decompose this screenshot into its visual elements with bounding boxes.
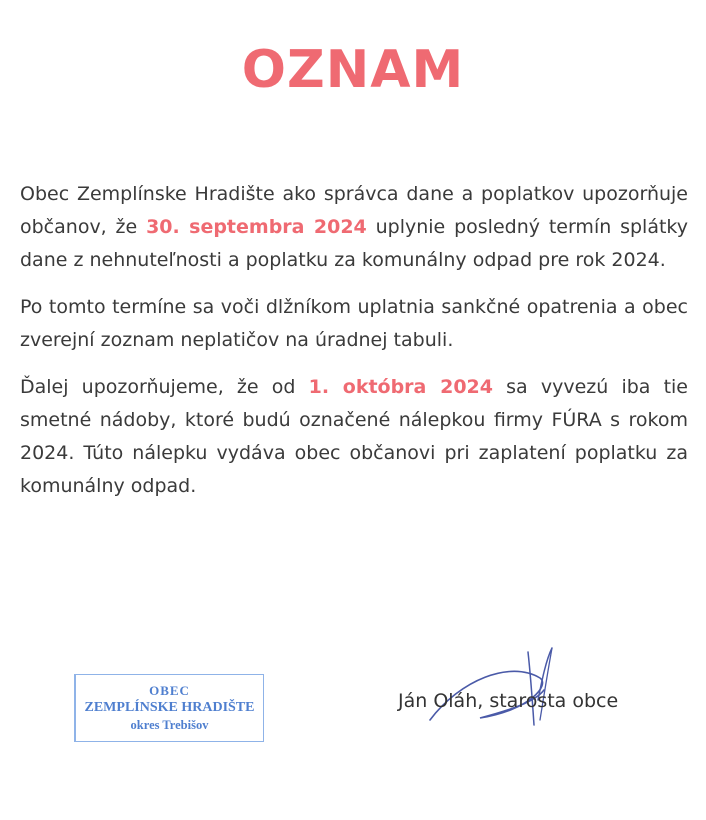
- handwritten-signature: [420, 640, 590, 730]
- paragraph-sanctions: Po tomto termíne sa voči dlžníkom uplatnia sankčné opatrenia a obec zverejní zoznam neplatičov na úradnej tabuli.: [20, 296, 688, 351]
- p3-text-before: Ďalej upozorňujeme, že od: [20, 376, 309, 398]
- p1-text-after: uplynie posledný termín splátky dane z nehnuteľnosti a poplatku za komunálny odpad pre rok 2024.: [20, 216, 689, 271]
- notice-body: [20, 178, 688, 517]
- p3-text-after: sa vyvezú iba tie smetné nádoby, ktoré budú označené nálepkou firmy FÚRA s rokom 2024. Túto nálepku vydáva obec občanovi pri zaplatení poplatku za komunálny odpad.: [20, 376, 689, 497]
- stamp-line-1: OBEC: [149, 683, 190, 698]
- sticker-date: 1. októbra 2024: [308, 376, 493, 398]
- municipal-stamp: [74, 674, 264, 742]
- stamp-line-3: okres Trebišov: [130, 718, 209, 732]
- stamp-line-2: ZEMPLÍNSKE HRADIŠTE: [84, 700, 255, 715]
- paragraph-waste-stickers: [20, 371, 688, 503]
- notice-title: OZNAM: [241, 40, 465, 100]
- signatory-name: Ján Oláh, starosta obce: [398, 690, 619, 712]
- deadline-date: 30. septembra 2024: [146, 216, 367, 238]
- paragraph-payment-deadline: [20, 178, 688, 277]
- p1-text-before: Obec Zemplínske Hradište ako správca dane a poplatkov upozorňuje občanov, že: [20, 183, 688, 238]
